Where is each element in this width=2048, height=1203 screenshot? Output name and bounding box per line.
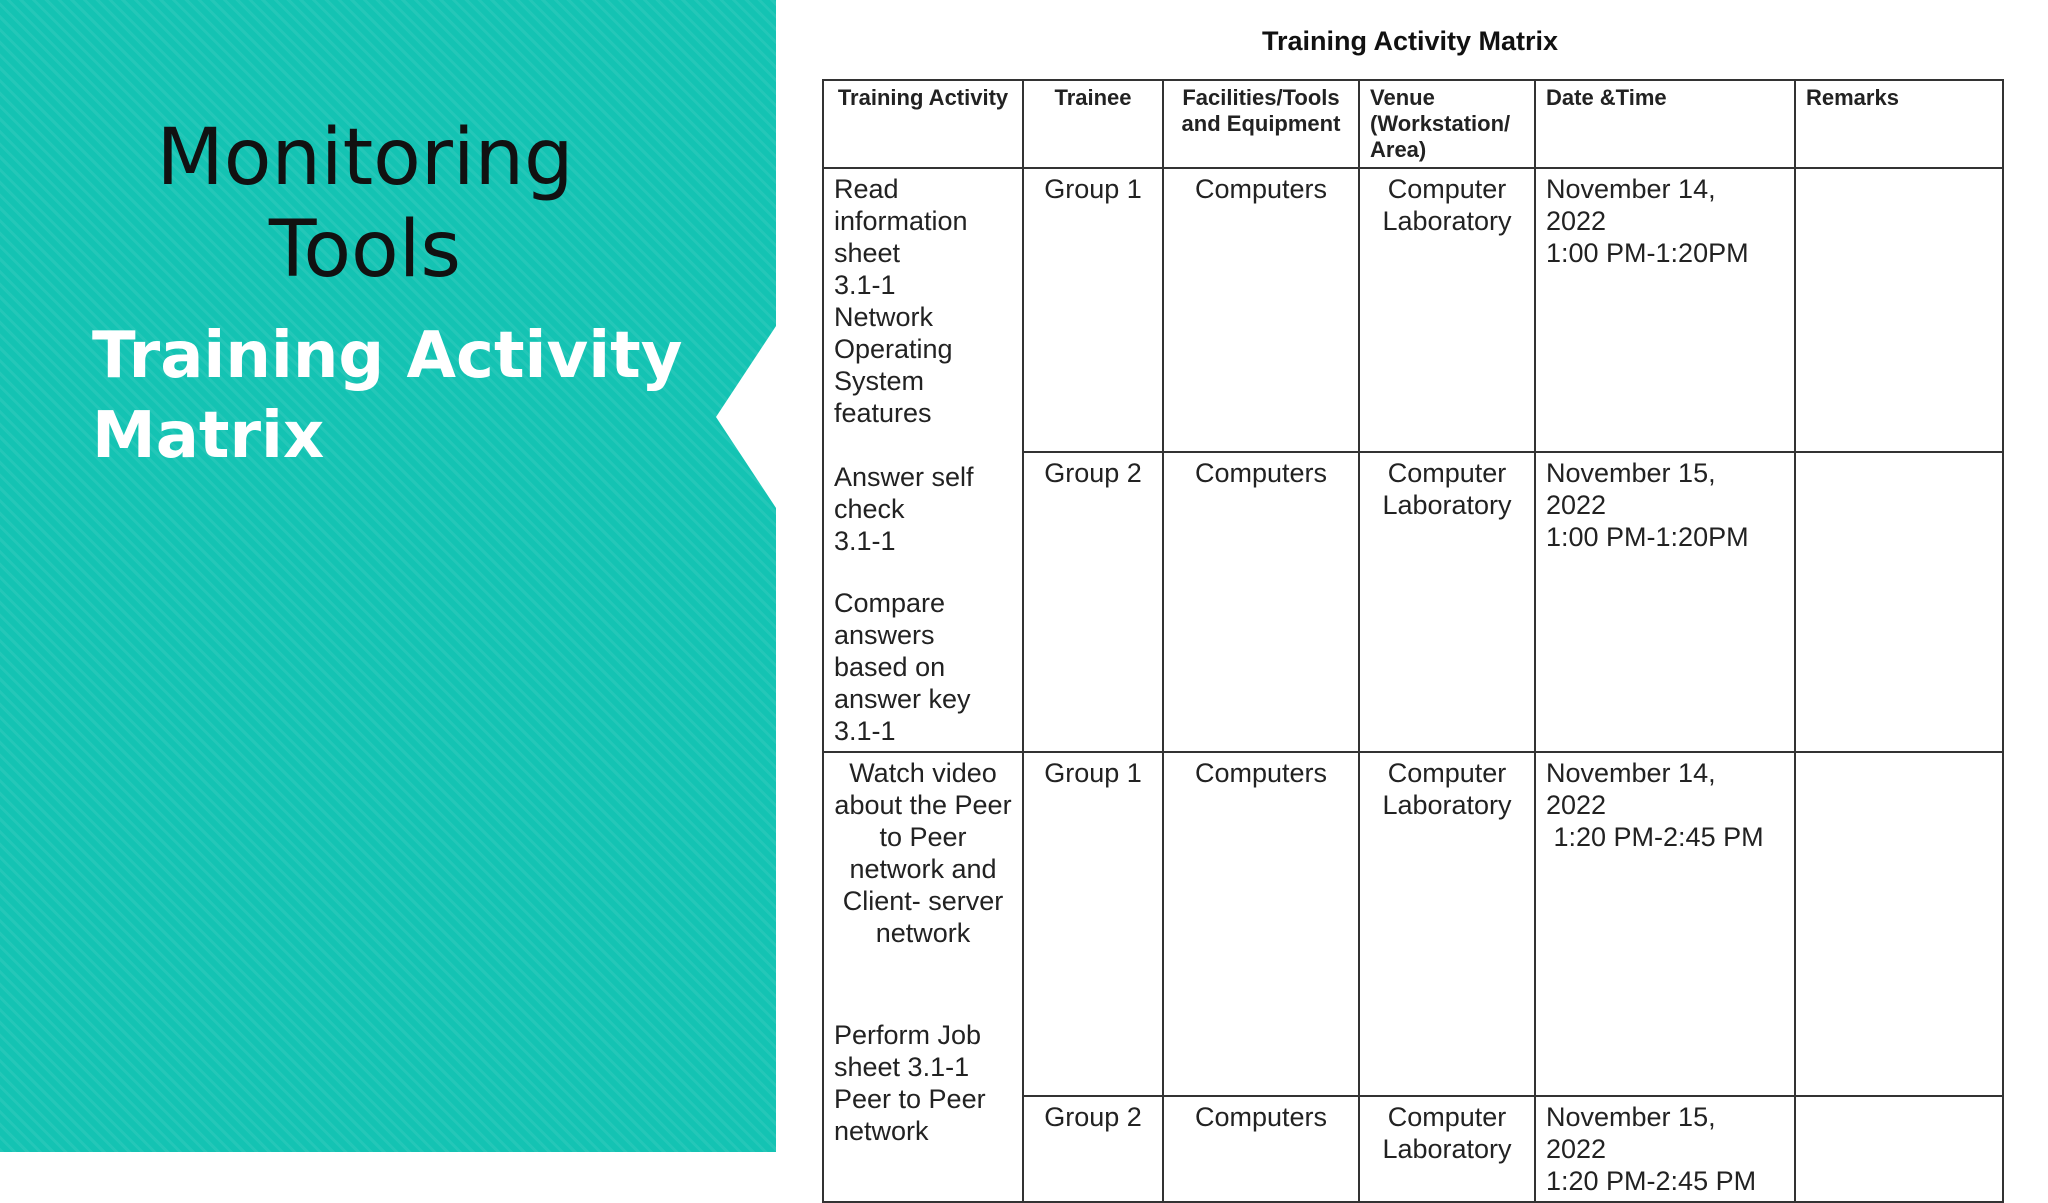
- venue-cell: Computer Laboratory: [1359, 452, 1535, 752]
- activity-compare-answers: Compare answers based on answer key 3.1-1: [834, 588, 971, 746]
- trainee-cell: Group 1: [1023, 168, 1163, 452]
- date-time-cell: November 14, 2022 1:20 PM-2:45 PM: [1535, 752, 1795, 1096]
- activity-perform-job-sheet: Perform Job sheet 3.1-1 Peer to Peer network: [834, 1020, 986, 1146]
- slide-title-line-1: Monitoring: [156, 113, 574, 203]
- header-remarks: Remarks: [1795, 80, 2003, 168]
- venue-cell: Computer Laboratory: [1359, 752, 1535, 1096]
- trainee-cell: Group 2: [1023, 1096, 1163, 1202]
- activity-cell: [823, 168, 1023, 752]
- facilities-cell: Computers: [1163, 1096, 1359, 1202]
- remarks-cell: [1795, 752, 2003, 1096]
- header-facilities: Facilities/Tools and Equipment: [1163, 80, 1359, 168]
- remarks-cell: [1795, 452, 2003, 752]
- slide-subtitle-line-2: Matrix: [92, 399, 325, 473]
- activity-cell: [823, 752, 1023, 1202]
- date-time-cell: November 15, 2022 1:00 PM-1:20PM: [1535, 452, 1795, 752]
- table-row: [823, 752, 2003, 1096]
- slide-subtitle: [92, 316, 732, 476]
- slide-subtitle-line-1: Training Activity: [92, 319, 683, 393]
- venue-cell: Computer Laboratory: [1359, 168, 1535, 452]
- header-training-activity: Training Activity: [823, 80, 1023, 168]
- table-row: [823, 168, 2003, 452]
- header-venue: Venue (Workstation/ Area): [1359, 80, 1535, 168]
- activity-answer-self-check: Answer self check 3.1-1: [834, 462, 974, 556]
- document-heading: Training Activity Matrix: [1261, 26, 1559, 56]
- activity-watch-video: Watch video about the Peer to Peer network and Client- server network: [834, 758, 1012, 948]
- date-time-cell: November 15, 2022 1:20 PM-2:45 PM: [1535, 1096, 1795, 1202]
- slide-title-line-2: Tools: [268, 205, 462, 295]
- remarks-cell: [1795, 168, 2003, 452]
- table-header-row: [823, 80, 2003, 168]
- trainee-cell: Group 1: [1023, 752, 1163, 1096]
- remarks-cell: [1795, 1096, 2003, 1202]
- facilities-cell: Computers: [1163, 752, 1359, 1096]
- slide-title: [100, 112, 630, 296]
- trainee-cell: Group 2: [1023, 452, 1163, 752]
- header-trainee: Trainee: [1023, 80, 1163, 168]
- facilities-cell: Computers: [1163, 452, 1359, 752]
- activity-read-info-sheet: Read information sheet 3.1-1 Network Operating System features: [834, 174, 968, 428]
- date-time-cell: November 14, 2022 1:00 PM-1:20PM: [1535, 168, 1795, 452]
- training-activity-table: [822, 79, 2004, 1203]
- venue-cell: Computer Laboratory: [1359, 1096, 1535, 1202]
- facilities-cell: Computers: [1163, 168, 1359, 452]
- header-date-time: Date &Time: [1535, 80, 1795, 168]
